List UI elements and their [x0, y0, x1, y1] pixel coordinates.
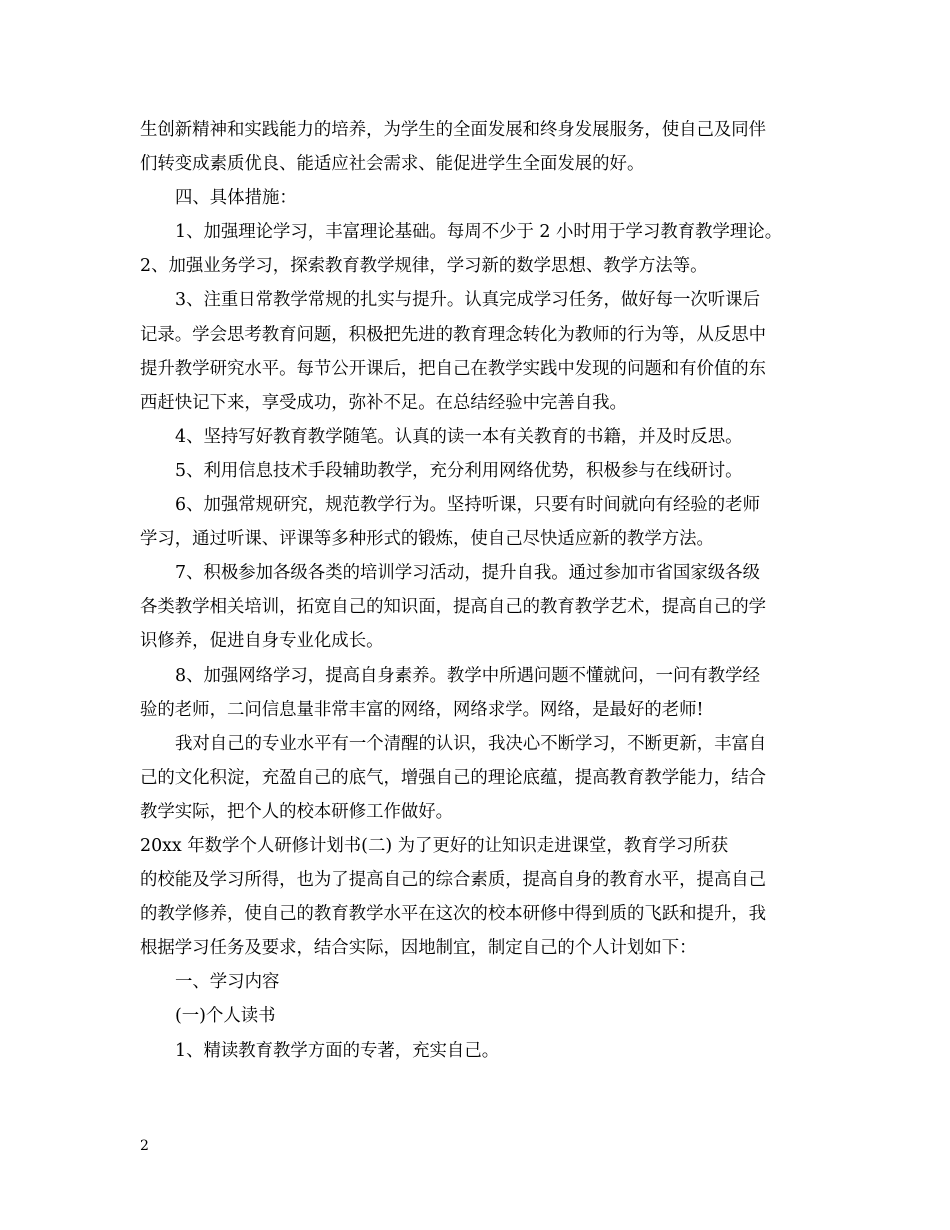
text-line: 5、利用信息技术手段辅助教学，充分利用网络优势，积极参与在线研讨。 — [175, 460, 743, 481]
body-text — [140, 113, 816, 1068]
page-number: 2 — [140, 1138, 149, 1154]
text-line: 的校能及学习所得，也为了提高自己的综合素质，提高自身的教育水平，提高自己 — [140, 870, 767, 891]
text-line: 6、加强常规研究，规范教学行为。坚持听课，只要有时间就向有经验的老师 — [175, 495, 760, 516]
text-line: 8、加强网络学习，提高自身素养。教学中所遇问题不懂就问，一问有教学经 — [175, 665, 760, 686]
text-line: 生创新精神和实践能力的培养，为学生的全面发展和终身发展服务，使自己及同伴 — [140, 120, 767, 140]
text-line: 教学实际，把个人的校本研修工作做好。 — [140, 801, 454, 822]
text-line: 的教学修养，使自己的教育教学水平在这次的校本研修中得到质的飞跃和提升，我 — [140, 904, 767, 925]
text-line: 2、加强业务学习，探索教育教学规律，学习新的数学思想、教学方法等。 — [140, 256, 708, 277]
text-line: 一、学习内容 — [175, 972, 280, 993]
text-line: 我对自己的专业水平有一个清醒的认识，我决心不断学习，不断更新，丰富自 — [175, 733, 767, 754]
text-line: 1、精读教育教学方面的专著，充实自己。 — [175, 1040, 500, 1061]
text-line: 3、注重日常教学常规的扎实与提升。认真完成学习任务，做好每一次听课后 — [175, 290, 760, 311]
text-line: 各类教学相关培训，拓宽自己的知识面，提高自己的教育教学艺术，提高自己的学 — [140, 597, 767, 618]
text-line: 西赶快记下来，享受成功，弥补不足。在总结经验中完善自我。 — [140, 392, 627, 413]
text-line: 4、坚持写好教育教学随笔。认真的读一本有关教育的书籍，并及时反思。 — [175, 426, 743, 447]
text-line: 根据学习任务及要求，结合实际，因地制宜，制定自己的个人计划如下： — [140, 938, 697, 959]
text-line: (一)个人读书 — [175, 1006, 276, 1027]
text-line: 20xx 年数学个人研修计划书(二) 为了更好的让知识走进课堂，教育学习所获 — [140, 835, 729, 856]
text-line: 验的老师，二问信息量非常丰富的网络，网络求学。网络，是最好的老师! — [140, 699, 704, 720]
text-line: 1、加强理论学习，丰富理论基础。每周不少于 2 小时用于学习教育教学理论。 — [175, 222, 783, 243]
text-line: 己的文化积淀，充盈自己的底气，增强自己的理论底蕴，提高教育教学能力，结合 — [140, 767, 767, 788]
text-line: 7、积极参加各级各类的培训学习活动，提升自我。通过参加市省国家级各级 — [175, 563, 760, 584]
text-line: 们转变成素质优良、能适应社会需求、能促进学生全面发展的好。 — [140, 154, 645, 175]
text-line: 提升教学研究水平。每节公开课后，把自己在教学实践中发现的问题和有价值的东 — [140, 358, 767, 379]
text-line: 四、具体措施： — [175, 188, 297, 209]
text-line: 识修养，促进自身专业化成长。 — [140, 631, 384, 652]
text-line: 记录。学会思考教育问题，积极把先进的教育理念转化为教师的行为等，从反思中 — [140, 324, 767, 345]
text-line: 学习，通过听课、评课等多种形式的锻炼，使自己尽快适应新的教学方法。 — [140, 529, 714, 550]
